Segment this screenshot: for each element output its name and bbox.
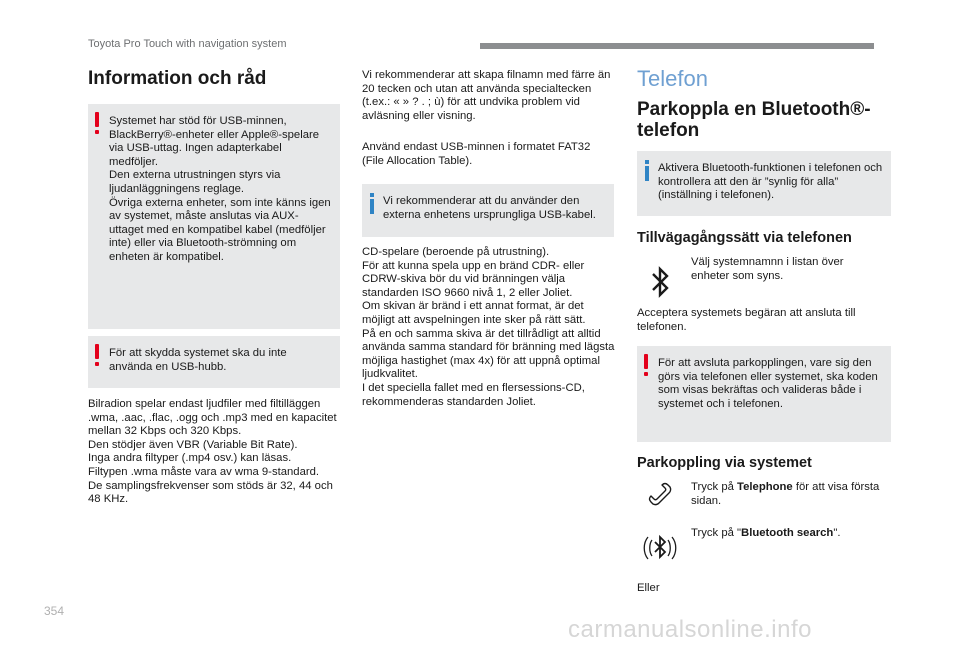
section-title-telefon: Telefon — [637, 66, 708, 91]
header-rule — [480, 43, 874, 49]
paragraph-filenames: Vi rekommenderar att skapa filnamn med färre än 20 tecken och utan att använda specialtecken (t.ex.: « » ? . ; ù) för att undvika problem vid avläsning eller visning. — [362, 69, 611, 122]
step-keyword-telephone: Telephone — [737, 481, 793, 493]
step-tap-telephone — [691, 481, 881, 508]
warning-text-usb: Systemet har stöd för USB-minnen, BlackBerry®-enheter eller Apple®-spelare via USB-uttag. Ingen adapterkabel medföljer. Den externa utrustningen styrs via ljudanläggningens reglage. Övriga externa enheter, som inte känns igen av systemet, måste anslutas via AUX-uttaget med en kompatibel kabel (medföljer inte) eller via Bluetooth-strömning om enheten är kompatibel. — [109, 115, 331, 263]
heading-pair-bluetooth — [637, 99, 871, 141]
exclamation-icon — [644, 354, 649, 376]
info-box-usb-cable — [362, 184, 614, 237]
step-text: Tryck på " — [691, 527, 742, 539]
exclamation-icon — [95, 344, 100, 366]
paragraph-audio-formats: Bilradion spelar endast ljudfiler med filtilläggen .wma, .aac, .flac, .ogg och .mp3 med en kapacitet mellan 32 Kbps och 320 Kbps. Den stödjer även VBR (Variable Bit Rate). Inga andra filtyper (.mp4 osv.) kan läsas. Filtypen .wma måste vara av wma 9-standard. De samplingsfrekvenser som stöds är 32, 44 och 48 KHz. — [88, 398, 337, 506]
exclamation-icon — [95, 112, 100, 134]
info-box-bluetooth — [637, 151, 891, 216]
heading-information: Information och råd — [88, 68, 267, 89]
bluetooth-search-icon — [639, 527, 681, 569]
step-text: ". — [833, 527, 841, 539]
paragraph-cd-player: CD-spelare (beroende på utrustning). För att kunna spela upp en bränd CDR- eller CDRW-skiva bör du vid bränningen välja standarden ISO 9660 nivå 1, 2 eller Joliet. Om skivan är bränd i ett annat format, är det möjligt att avspelningen inte sker på rätt sätt. På en och samma skiva är det tillrådligt att alltid använda samma standard för bränning med lägsta möjliga hastighet (max 4x) för att uppnå optimal ljudkvalitet. I det speciella fallet med en flersessions-CD, rekommenderas standarden Joliet. — [362, 246, 615, 408]
bluetooth-icon — [650, 265, 672, 299]
warning-box-hub — [88, 336, 340, 388]
step-tap-bluetooth-search — [691, 527, 881, 541]
text-eller: Eller — [637, 582, 660, 594]
subheading-via-phone: Tillvägagångssätt via telefonen — [637, 230, 852, 246]
warning-text-pairing: För att avsluta parkopplingen, vare sig den görs via telefonen eller systemet, ska koden som visas bekräftas och valideras både i systemet och i telefonen. — [658, 357, 878, 410]
step-keyword-bluetooth-search: Bluetooth search — [741, 527, 834, 539]
heading-line-1: Parkoppla en Bluetooth®- — [637, 99, 871, 120]
warning-box-usb — [88, 104, 340, 329]
info-icon — [645, 160, 650, 181]
phone-handset-icon — [646, 480, 674, 508]
subheading-via-system: Parkoppling via systemet — [637, 455, 812, 471]
warning-text-hub: För att skydda systemet ska du inte använda en USB-hubb. — [109, 347, 287, 373]
info-text-usb-cable: Vi rekommenderar att du använder den externa enhetens ursprungliga USB-kabel. — [383, 195, 596, 221]
heading-line-2: telefon — [637, 120, 700, 141]
paragraph-accept-request: Acceptera systemets begäran att ansluta till telefonen. — [637, 307, 856, 333]
info-text-bluetooth: Aktivera Bluetooth-funktionen i telefonen och kontrollera att den är ”synlig för alla” (inställning i telefonen). — [658, 162, 883, 202]
step-text: Tryck på — [691, 481, 738, 493]
page-number: 354 — [44, 604, 65, 618]
running-header: Toyota Pro Touch with navigation system — [88, 38, 287, 50]
watermark: carmanualsonline.info — [568, 616, 812, 643]
step-text: för att visa första sidan. — [691, 481, 880, 507]
info-icon — [370, 193, 375, 214]
warning-box-pairing — [637, 346, 891, 442]
paragraph-fat32: Använd endast USB-minnen i formatet FAT32 (File Allocation Table). — [362, 141, 591, 167]
step-select-system: Välj systemnamnn i listan över enheter som syns. — [691, 256, 844, 282]
